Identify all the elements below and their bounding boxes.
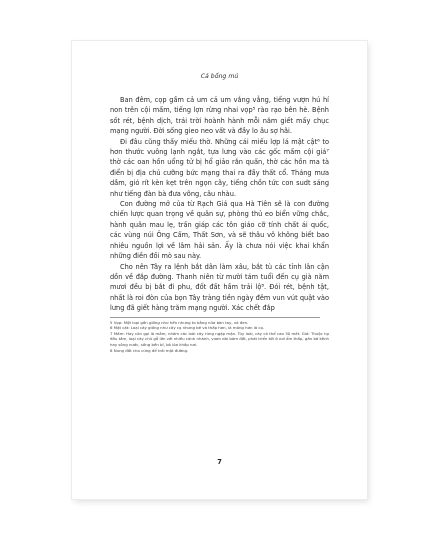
footnote-6: 6 Mật cật: Loại cây giống như cây cọ nhưng bé và thấp hơn, lá mỏng hơn lá cọ.: [110, 325, 265, 331]
footnote-5: 5 Vọp: Một loại gần giống như hến nhưng to bằng nửa bàn tay, vỏ đen.: [110, 319, 249, 325]
footnotes: [110, 320, 329, 354]
footnote-7: 7 Mấm: Hay còn gọi là mắm, nhóm các loài cây rừng ngập mặn. Tùy loài, cây có thể cao 30 mét. Giá: Thuộc họ đầu tầm, loại cây chủ gỗ lớn với nhiều cành nhánh, vươn dài bám đất, phát triển tốt ở nơi ẩm thấp, gần bờ kênh hay sông nước, sống bền bỉ, bò lóa khắp nơi.: [110, 330, 329, 347]
paragraph-4: Cho nên Tây ra lệnh bắt dân làm xâu, bắt tù các tỉnh lân cận dồn về đắp đường. Thanh niên từ mười tám tuổi đến cụ già năm mươi đều bị bắt đi phu, đốt đất hầm trải lộ⁸. Đói rét, bệnh tật, nhất là roi đòn của bọn Tây tràng tiền ngày đêm vun vút quật vào lưng đã giết hàng trăm mạng người. Xác chết đắp: [110, 262, 329, 313]
footnote-divider: [110, 317, 320, 318]
body-text: [110, 95, 329, 314]
footnote-8: 8 Nung đất cho cứng để trải mặt đường.: [110, 347, 189, 353]
paragraph-2: Đi đâu cũng thấy miếu thờ. Những cái miếu lợp lá mật cật⁶ to hơn thước vuông lạnh ngắt, tựa lưng vào các gốc mấm cội giá⁷ thờ các oan hồn uổng tử bị hổ giảo rắn quấn, thờ các hồn ma tà điển bị địa chủ cưỡng bức mạng thai ra đầy thất cổ. Tháng mưa dầm, gió rít kèn kẹt trên ngọn cây, tiếng chồn tức con sudt sáng như tiếng đàn bà đưa võng, câu nhàu.: [110, 137, 329, 198]
book-page: [72, 41, 367, 499]
running-header: Cá bống mú: [200, 73, 239, 80]
paragraph-3: Con đường mở của từ Rạch Giá qua Hà Tiên sẽ là con đường chiến lược quan trọng về quân sự, phòng thủ eo biển vững chắc, hành quân mau lẹ, trấn giáp các tôn giáo cỡ tính chất ái quốc, các vùng núi Ông Cấm, Thất Sơn, và sẽ thâu vô không biết bao nhiêu nguồn lợi về lâm hải sản. Ấy là chưa nói việc khai khẩn những điền đồi mò sau này.: [110, 200, 329, 261]
paragraph-1: Ban đêm, cọp gầm cả um cả um vắng vẳng, tiếng vượn hú hí non trên cội mấm, tiếng lợn rừng nhai vọp⁵ rào rạo bên hè. Bệnh sốt rét, bệnh dịch, trái trời hoành hành mỗi năm giết mấy chục mạng người. Đời sống gieo neo vất và đầy lo âu sợ hãi.: [110, 96, 329, 136]
page-number: 7: [217, 458, 222, 466]
